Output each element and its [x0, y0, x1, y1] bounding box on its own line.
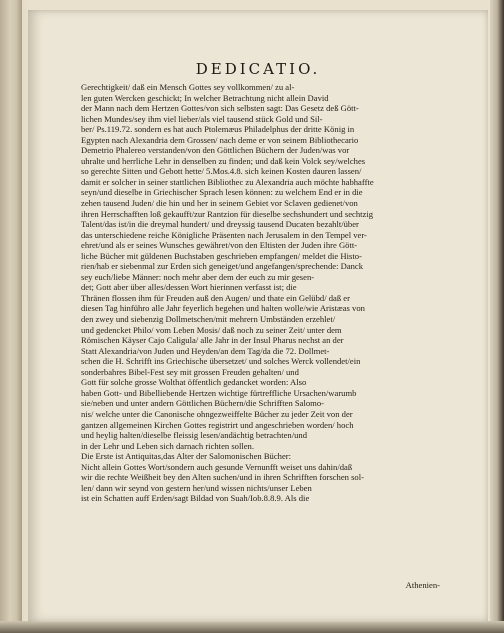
book-binding: [0, 0, 22, 633]
text-line: Römischen Käyser Cajo Caligula/ alle Jahr in der Insul Pharus nechst an der: [81, 335, 344, 346]
book-page: [28, 10, 488, 622]
text-line: det; Gott aber über alles/dessen Wort hierinnen verfasst ist; die: [81, 282, 297, 293]
text-line: seyn/und dieselbe in Griechischer Sprach lesen können: zu welchem End er in die: [81, 187, 363, 198]
text-line: schen die H. Schrifft ins Griechische übersetzet/ und solches Werck vollendet/ein: [81, 356, 361, 367]
text-line: ehret/und als er seines Wunsches gewähret/von den Eltisten der Juden ihre Gött-: [81, 240, 358, 251]
text-line: len/ dann wir seynd von gestern her/und wissen nichts/unser Leben: [81, 482, 312, 493]
text-line: sie/neben und unter andern Göttlichen Büchern/die Schrifften Salomo-: [81, 398, 325, 409]
text-line: Demetrio Phalereo verstanden/von den Göttlichen Büchern der Juden/was vor: [81, 145, 350, 156]
text-line: Gott für solche grosse Wolthat öffentlich gedancket worden: Also: [81, 377, 307, 388]
text-line: Talent/das ist/in die dreymal hundert/ und dreyssig tausend Ducaten bezahlt/über: [81, 219, 359, 230]
text-line: den zwey und siebenzig Dollmetschen/mit mehrern Umbständen erzehlet/: [81, 314, 336, 325]
text-line: Egypten nach Alexandria dem Grossen/ nach deme er von seinem Bibliothecario: [81, 134, 359, 145]
text-line: ber/ Ps.119.72. sondern es hat auch Ptolemæus Philadelphus der dritte König in: [81, 124, 355, 135]
catchword: Athenien-: [405, 580, 440, 590]
text-line: len guten Wercken geschickt; In welcher Betrachtung nicht allein David: [81, 92, 329, 103]
text-line: uhralte und herrliche Lehr in denselben zu finden; und daß kein Volck sey/welches: [81, 155, 366, 166]
text-line: sonderbahres Bibel-Fest sey mit grossen Freuden gehalten/ und: [81, 366, 299, 377]
text-line: zehen tausend Juden/ die hin und her in seinem Gebiet vor Sclaven gedienet/von: [81, 198, 358, 209]
text-line: nis/ welche unter die Canonische ohngezweiffelte Bücher zu jeder Zeit von der: [81, 408, 353, 419]
text-line: diesen Tag hinführo alle Jahr feyerlich begehen und halten wolle/wie Aristæas von: [81, 303, 365, 314]
page-body-text: [81, 82, 471, 504]
text-line: in der Lehr und Leben sich darnach richten sollen.: [81, 440, 255, 451]
page-edge-bottom: [0, 621, 504, 633]
text-line: sey euch/liebe Männer: noch mehr aber dem der euch zu mir gesen-: [81, 271, 315, 282]
text-line: der Mann nach dem Hertzen Gottes/von sich selbsten sagt: Das Gesetz deß Gött-: [81, 103, 359, 114]
page-heading: DEDICATIO.: [195, 60, 321, 78]
text-line: Gerechtigkeit/ daß ein Mensch Gottes sey vollkommen/ zu al-: [81, 82, 295, 92]
text-line: haben Gott- und Bibelliebende Hertzen wichtige fürtreffliche Ursachen/warumb: [81, 387, 357, 398]
text-line: wir die rechte Weißheit bey den Alten suchen/und in ihren Schrifften forschen sol-: [81, 472, 364, 483]
text-line: damit er solcher in seiner stattlichen Bibliothec zu Alexandria auch möchte habhaffte: [81, 176, 374, 187]
text-line: Thränen flossen ihm für Freuden auß den Augen/ und thate ein Gelübd/ daß er: [81, 292, 350, 303]
text-line: ist ein Schatten auff Erden/sagt Bildad von Suah/Iob.8.8.9. Als die: [81, 493, 310, 504]
text-line: so gerechte Sitten und Gebott hette/ 5.Mos.4.8. sich keinen Kosten dauren lassen/: [81, 166, 362, 177]
text-line: das unterschiedene reiche Königliche Präsenten nach Jerusalem in den Tempel ver-: [81, 229, 367, 240]
text-line: Statt Alexandria/von Juden und Heyden/an dem Tag/da die 72. Dollmet-: [81, 345, 330, 356]
text-line: Nicht allein Gottes Wort/sondern auch gesunde Vernunfft weiset uns dahin/daß: [81, 461, 353, 472]
text-line: gantzen allgemeinen Kirchen Gottes registrirt und angeschrieben worden/ hoch: [81, 419, 354, 430]
text-line: lichen Mundes/sey ihm viel lieber/als viel tausend stück Gold und Sil-: [81, 113, 323, 124]
text-line: rien/hab er siebenmal zur Erden sich geneiget/und angefangen/sprechende: Danck: [81, 261, 364, 272]
text-line: ihren Herrschafften loß gekaufft/zur Rantzion für dieselbe sechshundert und sechtzig: [81, 208, 374, 219]
text-line: und heylig halten/dieselbe fleissig lesen/andächtig betrachten/und: [81, 430, 307, 441]
text-line: Die Erste ist Antiquitas,das Alter der Salomonischen Bücher:: [81, 451, 292, 462]
text-line: liche Bücher mit güldenen Buchstaben geschrieben empfangen/ meldet die Histo-: [81, 250, 362, 261]
page-edge-right: [490, 0, 504, 633]
text-line: und gedencket Philo/ vom Leben Mosis/ daß noch zu seiner Zeit/ unter dem: [81, 324, 342, 335]
